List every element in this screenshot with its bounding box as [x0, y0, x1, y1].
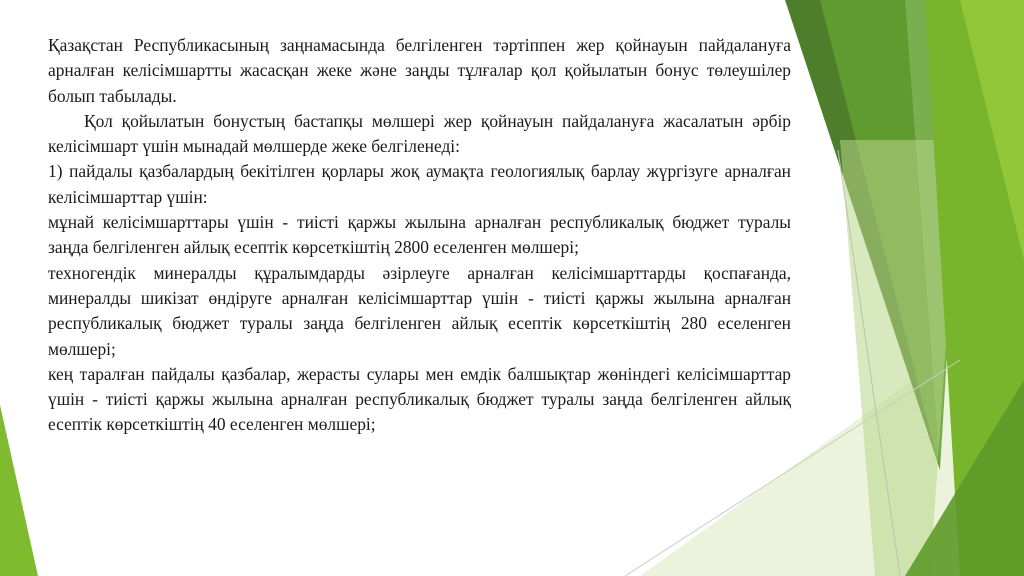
slide-body-text: [48, 33, 791, 438]
paragraph-oil-contracts: мұнай келісімшарттары үшін - тиісті қаржы жылына арналған республикалық бюджет туралы заңда белгіленген айлық есептік көрсеткіштің 2800 еселенген мөлшері;: [48, 212, 791, 258]
paragraph-common-minerals: кең таралған пайдалы қазбалар, жерасты сулары мен емдік балшықтар жөніндегі келісімшарттар үшін - тиісті қаржы жылына арналған республикалық бюджет туралы заңда белгіленген айлық есептік көрсеткіштің 40 еселенген мөлшері;: [48, 363, 791, 435]
left-green-triangle: [0, 405, 38, 576]
paragraph-mineral-extraction: техногендік минералды құралымдарды әзірлеуге арналған келісімшарттарды қоспағанда, минералды шикізат өндіруге арналған келісімшарттар үшін - тиісті қаржы жылына арналған республикалық бюджет туралы заңда белгіленген айлық есептік көрсеткіштің 280 еселенген мөлшері;: [48, 262, 791, 359]
paragraph-bonus-initial-size: Қол қойылатын бонустың бастапқы мөлшері жер қойнауын пайдалануға жасалатын әрбір келісімшарт үшін мынадай мөлшерде жеке белгіленеді:: [48, 110, 791, 157]
paragraph-exploration-contracts: 1) пайдалы қазбалардың бекітілген қорлары жоқ аумақта геологиялық барлау жүргізуге арналған келісімшарттар үшін:: [48, 161, 791, 207]
paragraph-payers: Қазақстан Республикасының заңнамасында белгіленген тәртіппен жер қойнауын пайдалануға арналған келісімшартты жасасқан жеке және заңды тұлғалар қол қойылатын бонус төлеушілер болып табылады.: [48, 35, 791, 106]
